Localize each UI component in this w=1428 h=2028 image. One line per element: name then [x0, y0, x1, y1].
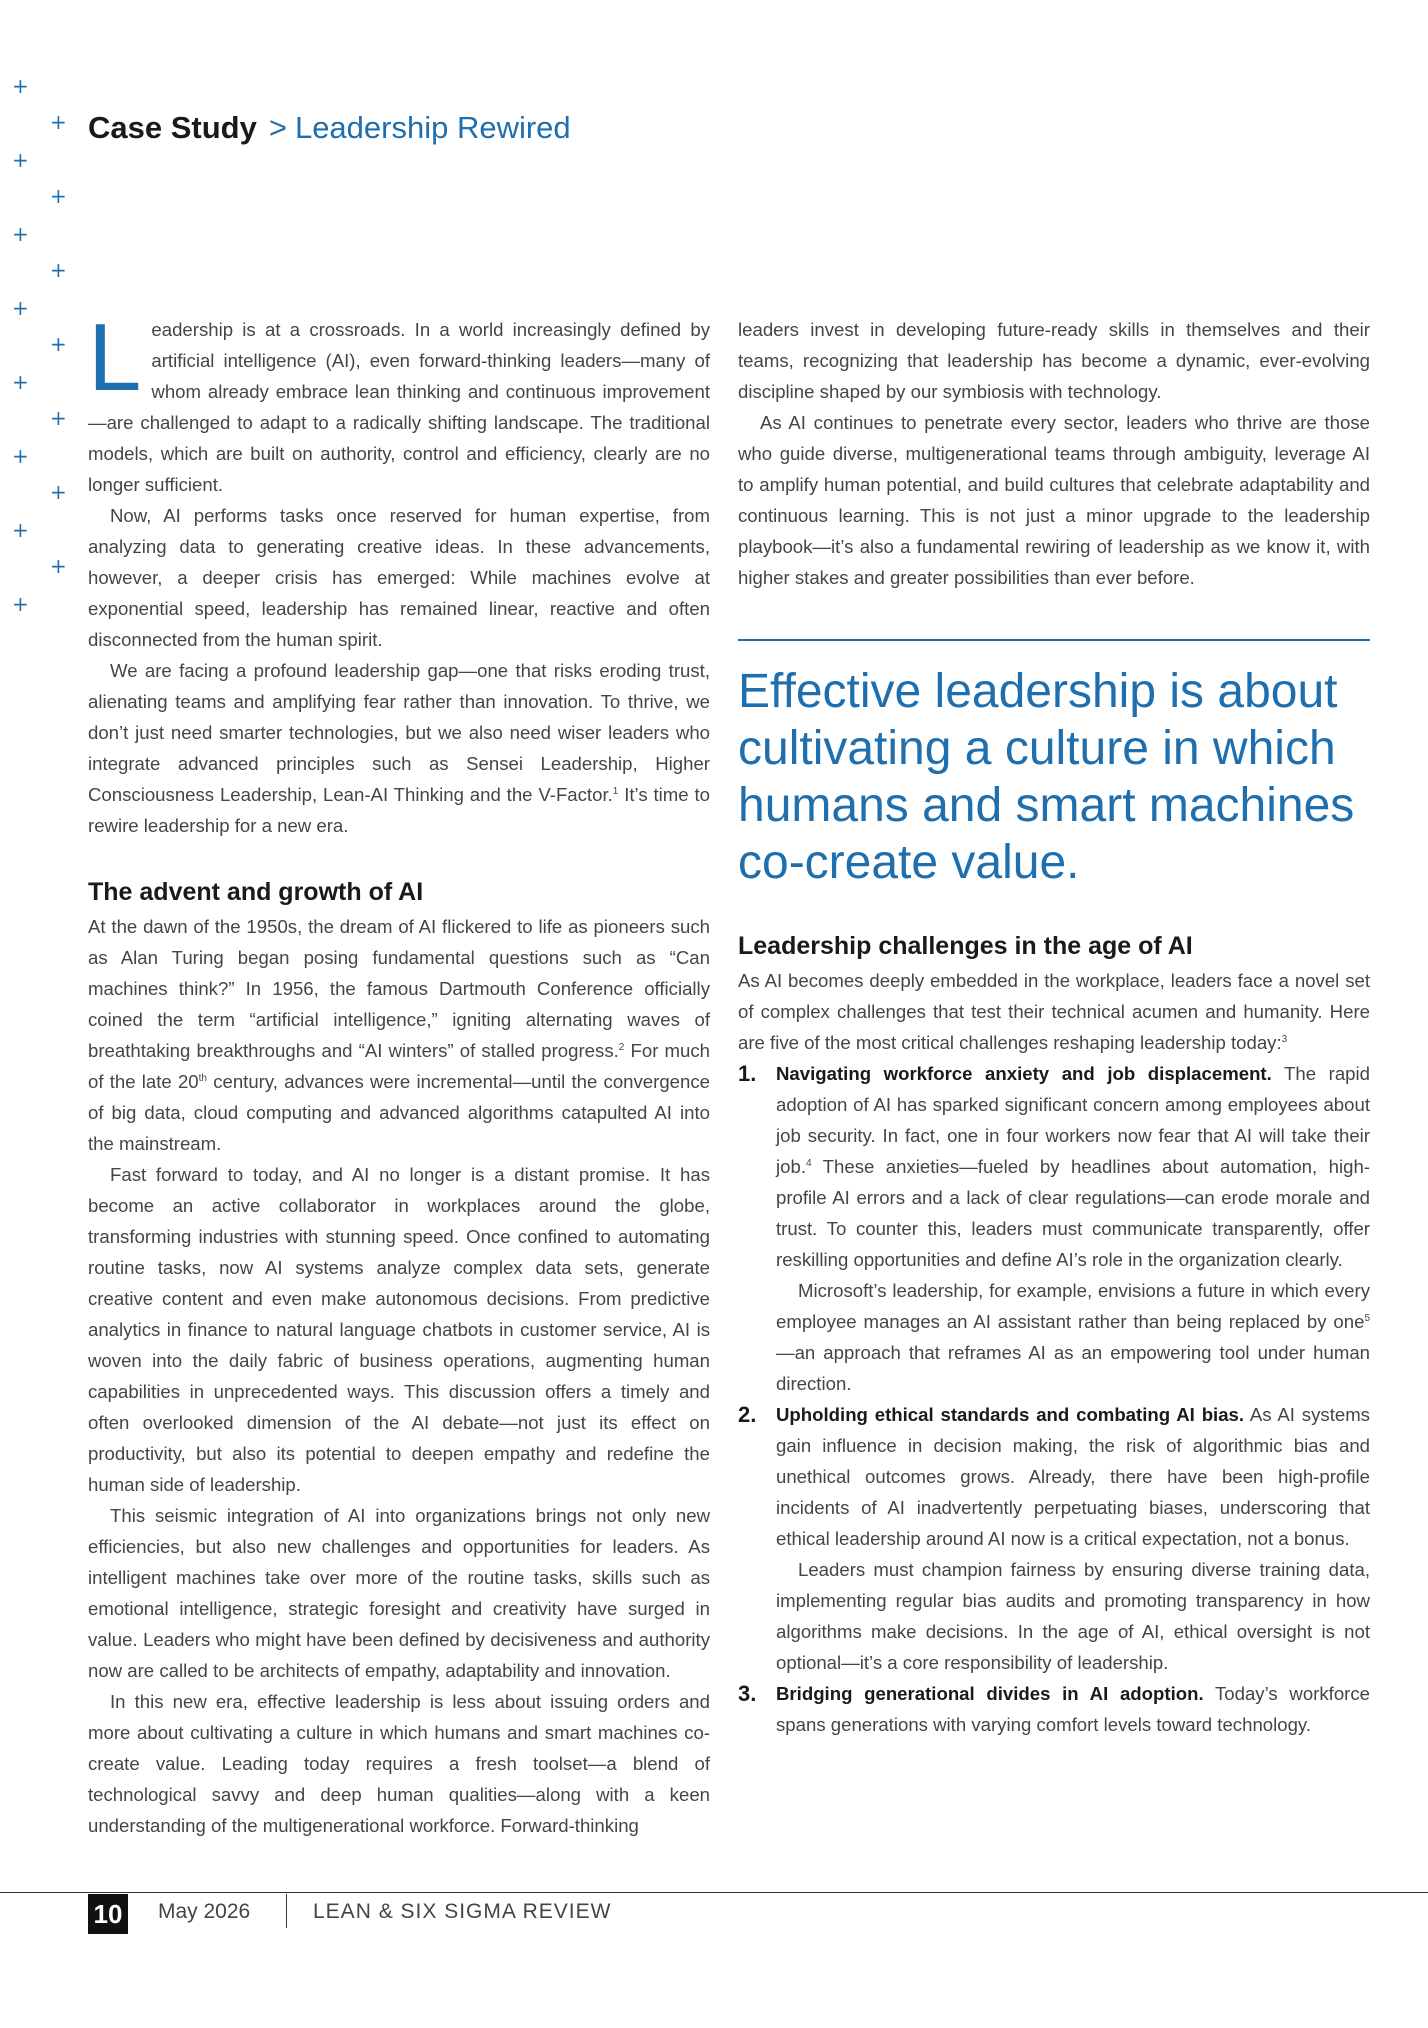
footnote-ref: 2 — [618, 1041, 625, 1053]
body-text: For much of the late 20 — [88, 1040, 710, 1092]
section-label: Case Study — [88, 110, 257, 145]
plus-mark: + — [12, 592, 29, 616]
body-paragraph: Fast forward to today, and AI no longer is a distant promise. It has become an active collaborator in workplaces around the globe, transforming industries with stunning speed. Once confined to automating routine tasks, now AI systems analyze complex data sets, generate creative content and even make autonomous decisions. From predictive analytics in finance to natural language chatbots in customer service, AI is woven into the daily fabric of business operations, augmenting human capabilities in unprecedented ways. This discussion offers a timely and often overlooked dimension of the AI debate—not just its effect on productivity, but also its potential to deepen empathy and redefine the human side of leadership. — [88, 1164, 710, 1495]
list-number: 1. — [738, 1061, 757, 1086]
body-text: —an approach that reframes AI as an empowering tool under human direction. — [776, 1342, 1370, 1394]
list-item — [738, 1399, 1370, 1678]
body-paragraph: As AI continues to penetrate every sector, leaders who thrive are those who guide diverse, multigenerational teams through ambiguity, leverage AI to amplify human potential, and build cultures that celebrate adaptability and continuous learning. This is not just a minor upgrade to the leadership playbook—it’s also a fundamental rewiring of leadership as we know it, with higher stakes and greater possibilities than ever before. — [738, 412, 1370, 588]
heading-challenges: Leadership challenges in the age of AI — [738, 932, 1193, 960]
body-paragraph: In this new era, effective leadership is less about issuing orders and more about cultivating a culture in which humans and smart machines co-create value. Leading today requires a fresh toolset—a blend of technological savvy and deep human qualities—along with a keen understanding of the multigenerational workforce. Forward-thinking — [88, 1691, 710, 1836]
body-text: As AI becomes deeply embedded in the workplace, leaders face a novel set of complex challenges that test their technical acumen and humanity. Here are five of the most critical challenges reshaping leadership today: — [738, 970, 1370, 1053]
section-header — [88, 110, 571, 146]
list-paragraph — [776, 1678, 1370, 1740]
pullquote-rule — [738, 639, 1370, 641]
body-paragraph — [88, 655, 710, 841]
magazine-name: LEAN & SIX SIGMA REVIEW — [313, 1900, 612, 1923]
footnote-ref: 5 — [1364, 1312, 1370, 1324]
plus-mark: + — [12, 444, 29, 468]
list-paragraph — [776, 1058, 1370, 1275]
footer-divider — [286, 1894, 287, 1928]
footnote-ref: 1 — [612, 785, 619, 797]
plus-mark: + — [12, 370, 29, 394]
plus-mark: + — [12, 518, 29, 542]
plus-mark: + — [50, 258, 67, 282]
article-title: Leadership Rewired — [294, 110, 571, 145]
footnote-ref: 3 — [1281, 1033, 1288, 1045]
plus-mark: + — [50, 110, 67, 134]
body-paragraph — [88, 911, 710, 1159]
body-text: Today’s workforce spans generations with varying comfort levels toward technology. — [776, 1683, 1370, 1735]
list-item — [738, 1058, 1370, 1399]
page-number: 10 — [88, 1894, 128, 1934]
plus-mark: + — [12, 296, 29, 320]
plus-mark: + — [12, 222, 29, 246]
body-text: As AI systems gain influence in decision making, the risk of algorithmic bias and unethical outcomes grows. Already, there have been high-profile incidents of AI inadvertently perpetuating biases, underscoring that ethical leadership around AI now is a critical expectation, not a bonus. — [776, 1404, 1370, 1549]
list-lead: Upholding ethical standards and combating AI bias. — [776, 1404, 1245, 1425]
list-subparagraph: Leaders must champion fairness by ensuring diverse training data, implementing regular bias audits and promoting transparency in how algorithms make decisions. In the age of AI, ethical oversight is not optional—it’s a core responsibility of leadership. — [776, 1559, 1370, 1673]
list-item — [738, 1678, 1370, 1740]
footnote-ref: 4 — [805, 1157, 812, 1169]
pull-quote: Effective leadership is about cultivating a culture in which humans and smart machines co-create value. — [738, 665, 1355, 889]
footer-rule — [0, 1892, 1428, 1893]
plus-mark: + — [50, 480, 67, 504]
breadcrumb-separator: > — [268, 110, 287, 145]
drop-cap: L — [88, 304, 142, 411]
right-column — [738, 314, 1370, 1740]
list-lead: Bridging generational divides in AI adoption. — [776, 1683, 1204, 1704]
list-number: 3. — [738, 1681, 757, 1706]
list-subparagraph — [776, 1275, 1370, 1399]
body-text: The rapid adoption of AI has sparked significant concern among employees about job security. In fact, one in four workers now fear that AI will take their job. — [776, 1063, 1370, 1177]
issue-date: May 2026 — [158, 1900, 251, 1923]
body-text: These anxieties—fueled by headlines about automation, high-profile AI errors and a lack of clear regulations—can erode morale and trust. To counter this, leaders must communicate transparently, offer reskilling opportunities and define AI’s role in the organization clearly. — [776, 1156, 1370, 1270]
body-paragraph: Now, AI performs tasks once reserved for human expertise, from analyzing data to generating creative ideas. In these advancements, however, a deeper crisis has emerged: While machines evolve at exponential speed, leadership has remained linear, reactive and often disconnected from the human spirit. — [88, 505, 710, 650]
body-paragraph: leaders invest in developing future-ready skills in themselves and their teams, recognizing that leadership has become a dynamic, ever-evolving discipline shaped by our symbiosis with technology. — [738, 319, 1370, 402]
body-paragraph: This seismic integration of AI into organizations brings not only new efficiencies, but also new challenges and opportunities for leaders. As intelligent machines take over more of the routine tasks, skills such as emotional intelligence, strategic foresight and creativity have surged in value. Leaders who might have been defined by decisiveness and authority now are called to be architects of empathy, adaptability and innovation. — [88, 1505, 710, 1681]
plus-mark: + — [50, 184, 67, 208]
body-text: Microsoft’s leadership, for example, envisions a future in which every employee manages an AI assistant rather than being replaced by one — [776, 1280, 1370, 1332]
body-text: We are facing a profound leadership gap—one that risks eroding trust, alienating teams and amplifying fear rather than innovation. To thrive, we don’t just need smarter technologies, but we also need wiser leaders who integrate advanced principles such as Sensei Leadership, Higher Consciousness Leadership, Lean-AI Thinking and the V-Factor. — [88, 660, 710, 805]
plus-mark: + — [12, 74, 29, 98]
body-text: It’s time to rewire leadership for a new era. — [88, 784, 710, 836]
body-text: At the dawn of the 1950s, the dream of AI flickered to life as pioneers such as Alan Turing began posing fundamental questions such as “Can machines think?” In 1956, the famous Dartmouth Conference officially coined the term “artificial intelligence,” igniting alternating waves of breathtaking breakthroughs and “AI winters” of stalled progress. — [88, 916, 710, 1061]
body-text: century, advances were incremental—until the convergence of big data, cloud computing and advanced algorithms catapulted AI into the mainstream. — [88, 1071, 710, 1154]
left-column — [88, 304, 710, 1841]
list-lead: Navigating workforce anxiety and job displacement. — [776, 1063, 1272, 1084]
intro-text: eadership is at a crossroads. In a world increasingly defined by artificial intelligence (AI), even forward-thinking leaders—many of whom already embrace lean thinking and continuous improvement—are challenged to adapt to a radically shifting landscape. The traditional models, which are built on authority, control and efficiency, clearly are no longer sufficient. — [88, 319, 710, 495]
superscript: th — [198, 1072, 207, 1084]
plus-mark: + — [50, 406, 67, 430]
list-paragraph — [776, 1399, 1370, 1554]
list-number: 2. — [738, 1402, 757, 1427]
plus-mark: + — [50, 332, 67, 356]
body-paragraph — [738, 965, 1370, 1058]
heading-advent: The advent and growth of AI — [88, 878, 424, 906]
plus-mark: + — [12, 148, 29, 172]
plus-mark: + — [50, 554, 67, 578]
intro-paragraph — [88, 304, 710, 500]
